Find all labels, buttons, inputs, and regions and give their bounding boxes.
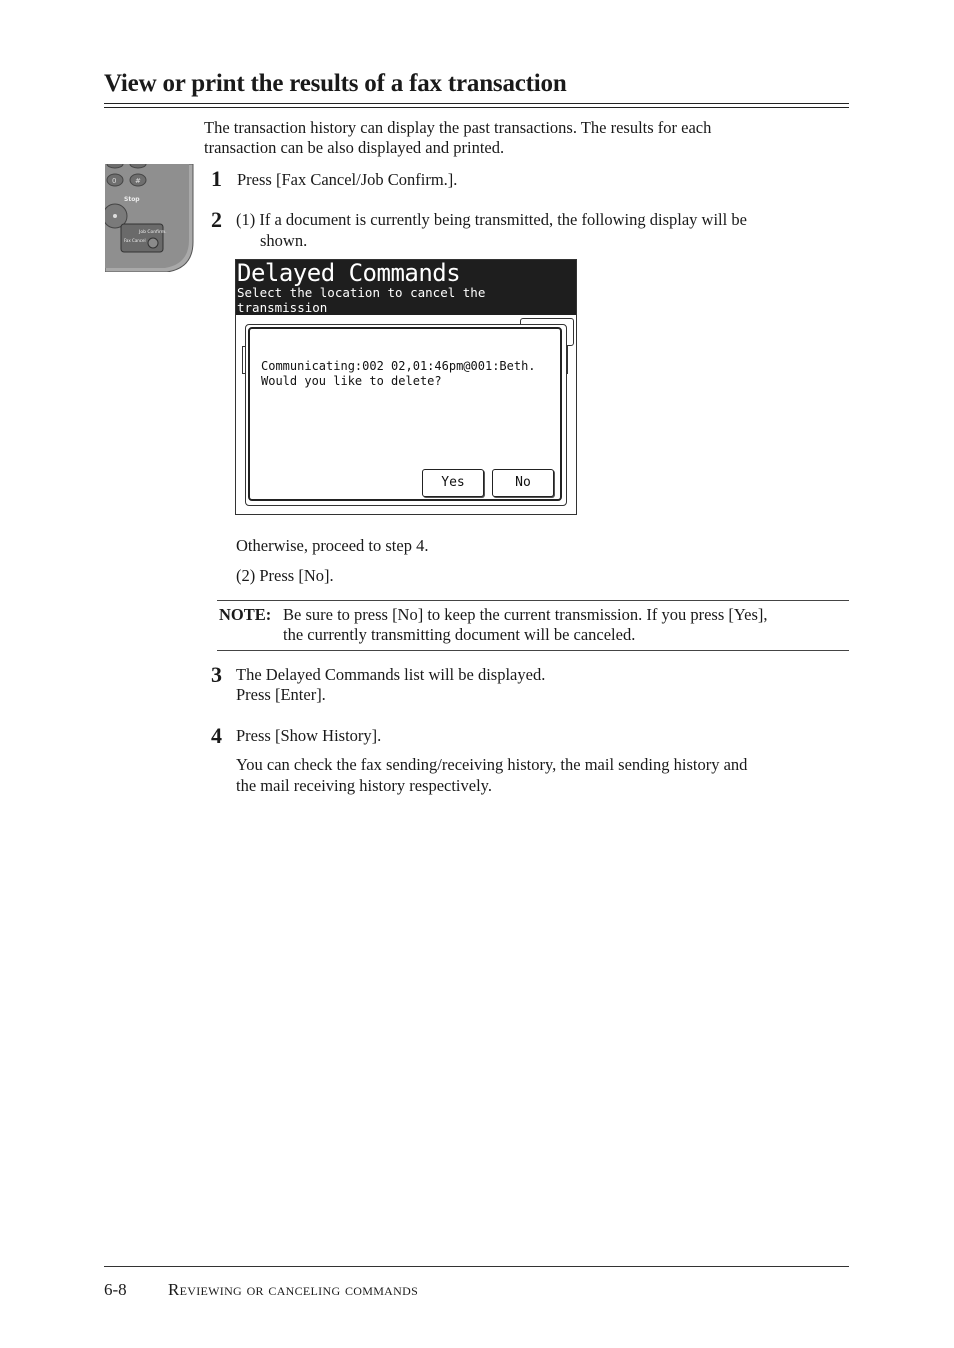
- step-4-text: Press [Show History].: [236, 726, 382, 745]
- title-rule: [104, 103, 849, 104]
- step-3-number: 3: [211, 662, 222, 687]
- screen-subtitle-1: Select the location to cancel the: [237, 285, 486, 300]
- job-confirm-label: Job Confirm.: [139, 230, 167, 235]
- footer-rule: [104, 1266, 849, 1267]
- screen-title: Delayed Commands: [237, 259, 461, 287]
- step-2-line-1: (1) If a document is currently being transmitted, the following display will be: [236, 210, 747, 229]
- note-label: NOTE:: [219, 605, 272, 624]
- dialog-message-2: Would you like to delete?: [261, 374, 442, 388]
- touch-screen-display: [235, 259, 577, 515]
- page-number: 6-8: [104, 1280, 127, 1299]
- step-4-number: 4: [211, 723, 222, 748]
- intro-line-2: transaction can be also displayed and printed.: [204, 138, 505, 157]
- step-2-line-2: shown.: [260, 231, 308, 250]
- note-line-1: Be sure to press [No] to keep the current transmission. If you press [Yes],: [283, 605, 768, 624]
- note-line-2: the currently transmitting document will be canceled.: [283, 625, 636, 644]
- page-title: View or print the results of a fax transaction: [104, 70, 567, 97]
- step-4-detail-1: You can check the fax sending/receiving history, the mail sending history and: [236, 755, 748, 774]
- control-panel-illustration: [105, 164, 195, 272]
- step-4-detail-2: the mail receiving history respectively.: [236, 776, 492, 795]
- step-2-otherwise: Otherwise, proceed to step 4.: [236, 536, 429, 555]
- step-3-line-1: The Delayed Commands list will be displayed.: [236, 665, 546, 684]
- key-0-label: 0: [112, 177, 117, 185]
- step-1-text: Press [Fax Cancel/Job Confirm.].: [237, 170, 458, 189]
- confirm-dialog: [248, 327, 562, 501]
- step-3-line-2: Press [Enter].: [236, 685, 326, 704]
- screen-header: [236, 260, 576, 315]
- screen-subtitle-2: transmission: [237, 300, 328, 315]
- fax-cancel-label: Fax Cancel: [124, 238, 146, 243]
- title-rule-thin: [104, 107, 849, 108]
- no-button[interactable]: No: [492, 469, 554, 497]
- note-rule-top: [217, 600, 849, 601]
- key-hash-label: #: [135, 177, 141, 185]
- step-2-sub-2: (2) Press [No].: [236, 566, 334, 585]
- note-rule-bottom: [217, 650, 849, 651]
- step-1-number: 1: [211, 166, 222, 191]
- section-title: Reviewing or canceling commands: [168, 1280, 419, 1299]
- yes-button[interactable]: Yes: [422, 469, 484, 497]
- step-2-number: 2: [211, 207, 222, 232]
- stop-label: Stop: [124, 196, 140, 203]
- dialog-message-1: Communicating:002 02,01:46pm@001:Beth.: [261, 359, 536, 373]
- intro-line-1: The transaction history can display the past transactions. The results for each: [204, 118, 712, 137]
